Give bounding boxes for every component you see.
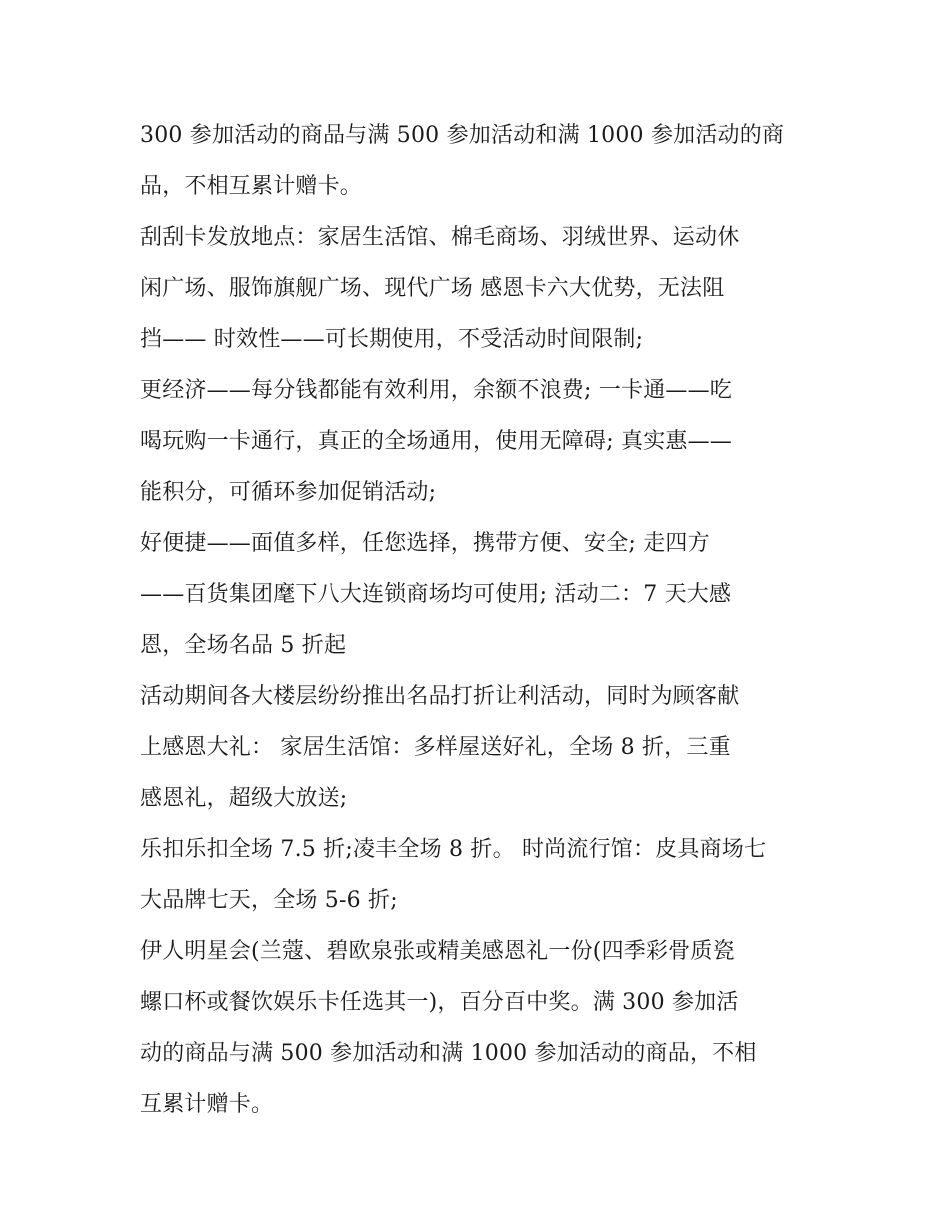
text-line: 品，不相互累计赠卡。 — [140, 174, 363, 199]
text-line: 动的商品与满 500 参加活动和满 1000 参加活动的商品，不相 — [140, 1041, 757, 1066]
text-line: 闲广场、服饰旗舰广场、现代广场 感恩卡六大优势，无法阻 — [140, 276, 725, 301]
text-line: 好便捷——面值多样，任您选择，携带方便、安全; 走四方 — [140, 531, 710, 556]
text-line: 恩，全场名品 5 折起 — [140, 633, 347, 658]
text-line: 300 参加活动的商品与满 500 参加活动和满 1000 参加活动的商 — [140, 123, 785, 148]
text-line: ——百货集团麾下八大连锁商场均可使用; 活动二：7 天大感 — [140, 582, 732, 607]
text-line: 能积分，可循环参加促销活动; — [140, 480, 437, 505]
text-line: 活动期间各大楼层纷纷推出名品打折让利活动，同时为顾客献 — [140, 684, 740, 709]
body-text — [140, 110, 820, 1130]
text-line: 刮刮卡发放地点：家居生活馆、棉毛商场、羽绒世界、运动休 — [140, 225, 740, 250]
text-line: 感恩礼，超级大放送; — [140, 786, 348, 811]
text-line: 大品牌七天，全场 5-6 折; — [140, 888, 398, 913]
text-line: 更经济——每分钱都能有效利用，余额不浪费; 一卡通——吃 — [140, 378, 733, 403]
text-line: 互累计赠卡。 — [140, 1092, 274, 1117]
text-line: 螺口杯或餐饮娱乐卡任选其一)，百分百中奖。满 300 参加活 — [140, 990, 739, 1015]
text-line: 挡—— 时效性——可长期使用，不受活动时间限制; — [140, 327, 644, 352]
text-line: 喝玩购一卡通行，真正的全场通用，使用无障碍; 真实惠—— — [140, 429, 733, 454]
text-line: 乐扣乐扣全场 7.5 折;凌丰全场 8 折。 时尚流行馆：皮具商场七 — [140, 837, 767, 862]
text-line: 上感恩大礼： 家居生活馆：多样屋送好礼，全场 8 折，三重 — [140, 735, 731, 760]
text-line: 伊人明星会(兰蔻、碧欧泉张或精美感恩礼一份(四季彩骨质瓷 — [140, 939, 735, 964]
